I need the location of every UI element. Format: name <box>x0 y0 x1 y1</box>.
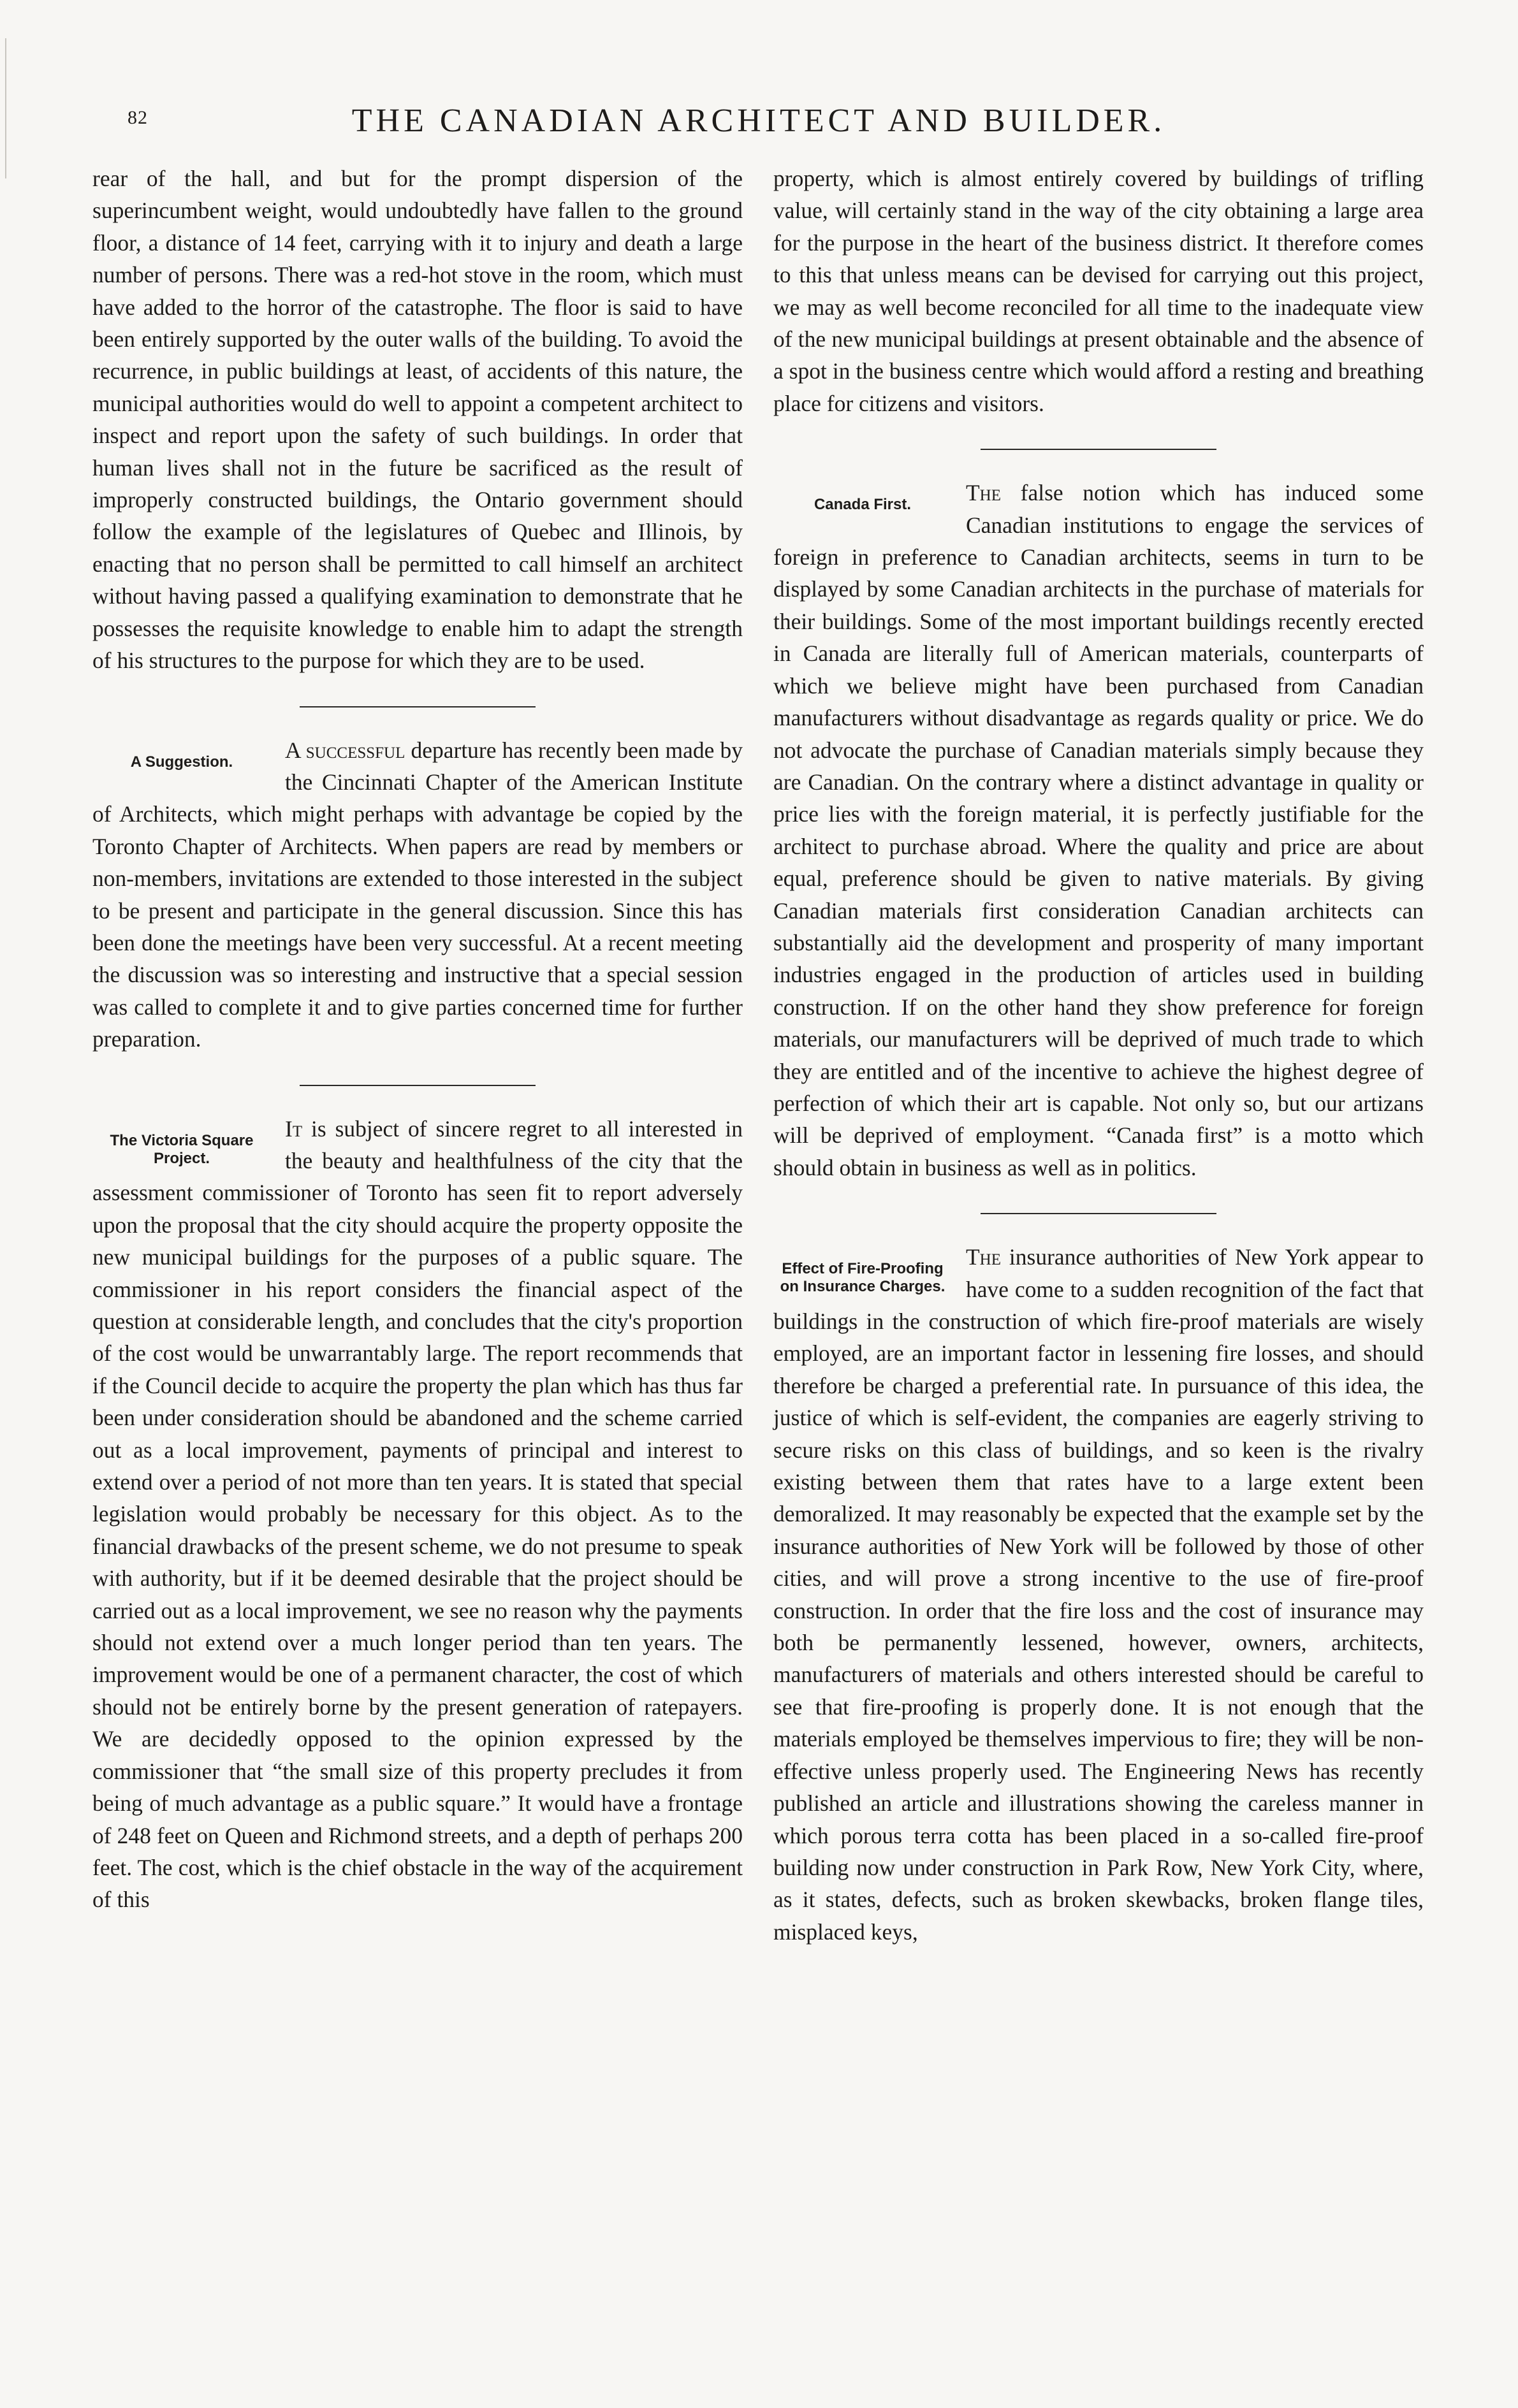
side-heading: Canada First. <box>814 496 912 514</box>
article-text: insurance authorities of New York appear to have come to a sudden recognition of the fact that buildings in the construction of which fire-proof materials are wisely employed, are an important factor in lessening fire losses, and should therefore be charged a preferential rate. In pursuance of this idea, the justice of which is self-evident, the companies are eagerly striving to secure risks on this class of buildings, and so keen is the rivalry existing between them that rates have to a large extent been demoralized. It may reasonably be expected that the example set by the insurance authorities of New York will be followed by those of other cities, and will prove a strong incentive to the use of fire-proof construction. In order that the fire loss and the cost of insurance may both be permanently lessened, however, owners, architects, manufacturers of materials and others interested should be careful to see that fire-proofing is properly done. It is not enough that the materials employed be themselves impervious to fire; they will be non-effective unless properly used. The Engineering News has recently published an article and illustrations showing the careless manner in which porous terra cotta has been placed in a so-called fire-proof building now under construction in Park Row, New York City, where, as it states, defects, such as broken skewbacks, broken flange tiles, misplaced keys, <box>773 1244 1424 1945</box>
article-body <box>773 477 1424 1184</box>
side-heading: The Victoria Square Project. <box>110 1131 254 1167</box>
page-edge-shadow <box>5 38 6 178</box>
article-body <box>92 734 743 1055</box>
left-column <box>92 163 743 1916</box>
article-victoria-square <box>92 1113 743 1916</box>
right-column <box>773 163 1424 1948</box>
lead-in: A successful <box>285 737 405 763</box>
article-a-suggestion <box>92 734 743 1055</box>
article-body <box>773 1241 1424 1948</box>
article-fire-proofing <box>773 1241 1424 1948</box>
lead-in: The <box>966 480 1002 506</box>
side-heading: A Suggestion. <box>130 753 233 771</box>
section-divider <box>300 706 536 707</box>
article-text: is subject of sincere regret to all interested in the beauty and healthfulness of the city that the assessment commissioner of Toronto has seen fit to report adversely upon the proposal that the city should acquire the property opposite the new municipal buildings for the purposes of a public square. The commissioner in his report considers the financial aspect of the question at considerable length, and concludes that the city's proportion of the cost would be unwarrantably large. The report recommends that if the Council decide to acquire the property the plan which has thus far been under consideration should be abandoned and the scheme carried out as a local improvement, payments of principal and interest to extend over a period of not more than ten years. It is stated that special legislation would probably be necessary for this object. As to the financial drawbacks of the present scheme, we do not presume to speak with authority, but if it be deemed desirable that the project should be carried out as a local improvement, we see no reason why the payments should not extend over a much longer period than ten years. The improvement would be one of a permanent character, the cost of which should not be entirely borne by the present generation of ratepayers. We are decidedly opposed to the opinion expressed by the commissioner that “the small size of this property precludes it from being of much advantage as a public square.” It would have a frontage of 248 feet on Queen and Richmond streets, and a depth of perhaps 200 feet. The cost, which is the chief obstacle in the way of the acquirement of this <box>92 1115 743 1913</box>
article-text: false notion which has induced some Canadian institutions to engage the services of foreign in preference to Canadian architects, seems in turn to be displayed by some Canadian architects in the purchase of materials for their buildings. Some of the most important buildings recently erected in Canada are literally full of American materials, counterparts of which we believe might have been purchased from Canadian manufacturers without disadvantage as regards quality or price. We do not advocate the purchase of Canadian materials simply because they are Canadian. On the contrary where a distinct advantage in quality or price lies with the foreign material, it is perfectly justifiable for the architect to purchase abroad. Where the quality and price are about equal, preference should be given to native materials. By giving Canadian materials first consideration Canadian architects can substantially aid the development and prosperity of many important industries engaged in the production of articles used in building construction. If on the other hand they show preference for foreign materials, our manufacturers will be deprived of much trade to which they are entitled and of the incentive to achieve the highest degree of perfection of which their art is capable. Not only so, but our artizans will be deprived of employment. “Canada first” is a motto which should obtain in business as well as in politics. <box>773 480 1424 1180</box>
continued-paragraph: property, which is almost entirely covered by buildings of trifling value, will certainly stand in the way of the city obtaining a large area for the purpose in the heart of the business district. It therefore comes to this that unless means can be devised for carrying out this project, we may as well become reconciled for all time to the inadequate view of the new municipal buildings at present obtainable and the absence of a spot in the business centre which would afford a resting and breathing place for citizens and visitors. <box>773 166 1424 416</box>
running-title: THE CANADIAN ARCHITECT AND BUILDER. <box>351 103 1166 139</box>
section-divider <box>300 1085 536 1086</box>
side-heading: Effect of Fire-Proofing on Insurance Charges. <box>780 1260 945 1296</box>
article-canada-first <box>773 477 1424 1184</box>
page-number: 82 <box>128 107 148 128</box>
lead-in: The <box>966 1244 1002 1270</box>
section-divider <box>981 1213 1216 1214</box>
section-divider <box>981 449 1216 450</box>
article-body <box>92 1113 743 1916</box>
opening-paragraph: rear of the hall, and but for the prompt dispersion of the superincumbent weight, would undoubtedly have fallen to the ground floor, a distance of 14 feet, carrying with it to injury and death a large number of persons. There was a red-hot stove in the room, which must have added to the horror of the catastrophe. The floor is said to have been entirely supported by the outer walls of the building. To avoid the recurrence, in public buildings at least, of accidents of this nature, the municipal authorities would do well to appoint a competent architect to inspect and report upon the safety of such buildings. In order that human lives shall not in the future be sacrificed as the result of improperly constructed buildings, the Ontario government should follow the example of the legislatures of Quebec and Illinois, by enacting that no person shall be permitted to call himself an architect without having passed a qualifying examination to demonstrate that he possesses the requisite knowledge to enable him to adapt the strength of his structures to the purpose for which they are to be used. <box>92 166 743 674</box>
lead-in: It <box>285 1115 303 1142</box>
article-text: departure has recently been made by the Cincinnati Chapter of the American Institute of Architects, which might perhaps with advantage be copied by the Toronto Chapter of Architects. When papers are read by members or non-members, invitations are extended to those interested in the subject to be present and participate in the general discussion. Since this has been done the meetings have been very successful. At a recent meeting the discussion was so interesting and instructive that a special session was called to complete it and to give parties concerned time for further preparation. <box>92 737 743 1052</box>
